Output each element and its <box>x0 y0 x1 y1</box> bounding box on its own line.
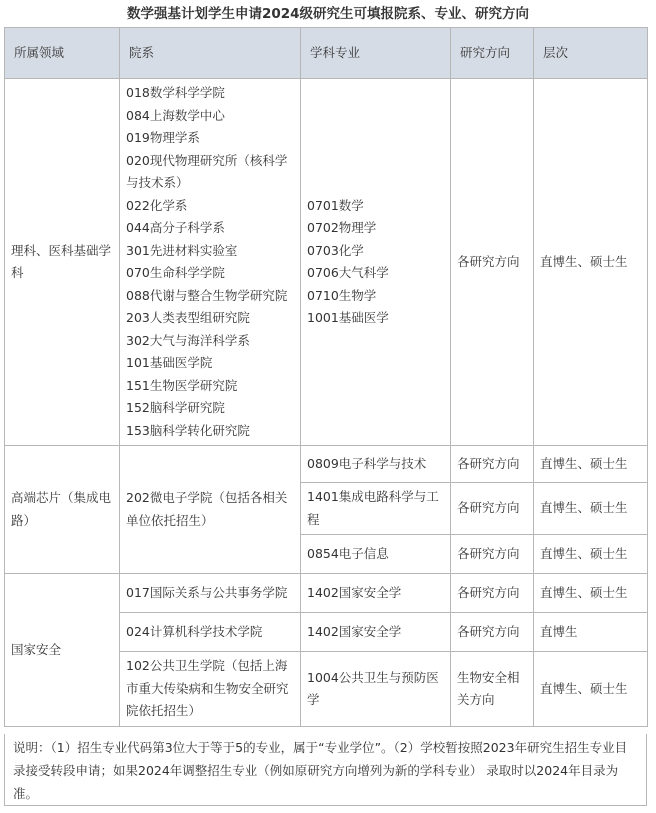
department-item: 020现代物理研究所（核科学与技术系） <box>126 152 288 190</box>
department-item: 152脑科学研究院 <box>126 400 225 415</box>
level-cell: 直博生、硕士生 <box>534 535 648 574</box>
major-cell: 0854电子信息 <box>301 535 451 574</box>
major-item: 0702物理学 <box>307 220 377 235</box>
department-cell: 017国际关系与公共事务学院 <box>120 574 301 613</box>
department-item: 022化学系 <box>126 197 188 213</box>
level-cell: 直博生、硕士生 <box>534 652 648 727</box>
major-item: 0710生物学 <box>307 287 377 303</box>
major-item: 0703化学 <box>307 242 364 258</box>
major-cell: 1402国家安全学 <box>301 574 451 613</box>
domain-text: 理科、医科基础学科 <box>11 242 112 280</box>
direction-cell: 各研究方向 <box>451 446 534 483</box>
level-cell: 直博生、硕士生 <box>534 79 648 446</box>
admissions-table <box>4 27 648 727</box>
level-cell: 直博生、硕士生 <box>534 574 648 613</box>
note-text: 说明：（1）招生专业代码第3位大于等于5的专业，属于“专业学位”。（2）学校暂按照2023年研究生招生专业目录接受转段申请；如果2024年调整招生专业（例如原研究方向增列为新的学科专业） 录取时以2024年目录为准。 <box>4 734 647 806</box>
direction-cell: 各研究方向 <box>451 79 534 446</box>
table-row <box>5 574 648 613</box>
department-item: 301先进材料实验室 <box>126 242 238 258</box>
direction-cell: 各研究方向 <box>451 483 534 535</box>
level-cell: 直博生、硕士生 <box>534 446 648 483</box>
domain-cell: 高端芯片（集成电路） <box>5 446 120 574</box>
domain-cell <box>5 79 120 446</box>
header-domain: 所属领域 <box>5 28 120 79</box>
major-cell: 0809电子科学与技术 <box>301 446 451 483</box>
department-item: 153脑科学转化研究院 <box>126 422 250 438</box>
major-cell: 1401集成电路科学与工程 <box>301 483 451 535</box>
table-row <box>5 79 648 446</box>
direction-cell: 各研究方向 <box>451 574 534 613</box>
department-cell: 102公共卫生学院（包括上海市重大传染病和生物安全研究院依托招生） <box>120 652 301 727</box>
direction-cell: 生物安全相关方向 <box>451 652 534 727</box>
major-item: 1001基础医学 <box>307 310 389 325</box>
department-item: 019物理学系 <box>126 130 200 145</box>
department-item: 044高分子科学系 <box>126 220 225 235</box>
department-item: 084上海数学中心 <box>126 107 225 123</box>
direction-cell: 各研究方向 <box>451 535 534 574</box>
department-item: 101基础医学院 <box>126 355 213 370</box>
header-department: 院系 <box>120 28 301 79</box>
major-item: 0706大气科学 <box>307 265 389 280</box>
major-list-cell <box>301 79 451 446</box>
table-row <box>5 446 648 483</box>
department-list-cell <box>120 79 301 446</box>
header-level: 层次 <box>534 28 648 79</box>
page-title: 数学强基计划学生申请2024级研究生可填报院系、专业、研究方向 <box>126 6 530 22</box>
direction-cell: 各研究方向 <box>451 613 534 652</box>
header-direction: 研究方向 <box>451 28 534 79</box>
major-cell: 1402国家安全学 <box>301 613 451 652</box>
department-item: 302大气与海洋科学系 <box>126 332 250 348</box>
domain-cell: 国家安全 <box>5 574 120 727</box>
department-item: 203人类表型组研究院 <box>126 310 250 325</box>
department-item: 151生物医学研究院 <box>126 377 238 393</box>
department-item: 088代谢与整合生物学研究院 <box>126 287 288 303</box>
department-item: 018数学科学学院 <box>126 85 225 100</box>
level-cell: 直博生 <box>534 613 648 652</box>
department-item: 070生命科学学院 <box>126 265 225 280</box>
department-cell: 024计算机科学技术学院 <box>120 613 301 652</box>
table-header-row <box>5 28 648 79</box>
major-item: 0701数学 <box>307 197 364 213</box>
department-cell: 202微电子学院（包括各相关单位依托招生） <box>120 446 301 574</box>
level-cell: 直博生、硕士生 <box>534 483 648 535</box>
major-cell: 1004公共卫生与预防医学 <box>301 652 451 727</box>
header-major: 学科专业 <box>301 28 451 79</box>
